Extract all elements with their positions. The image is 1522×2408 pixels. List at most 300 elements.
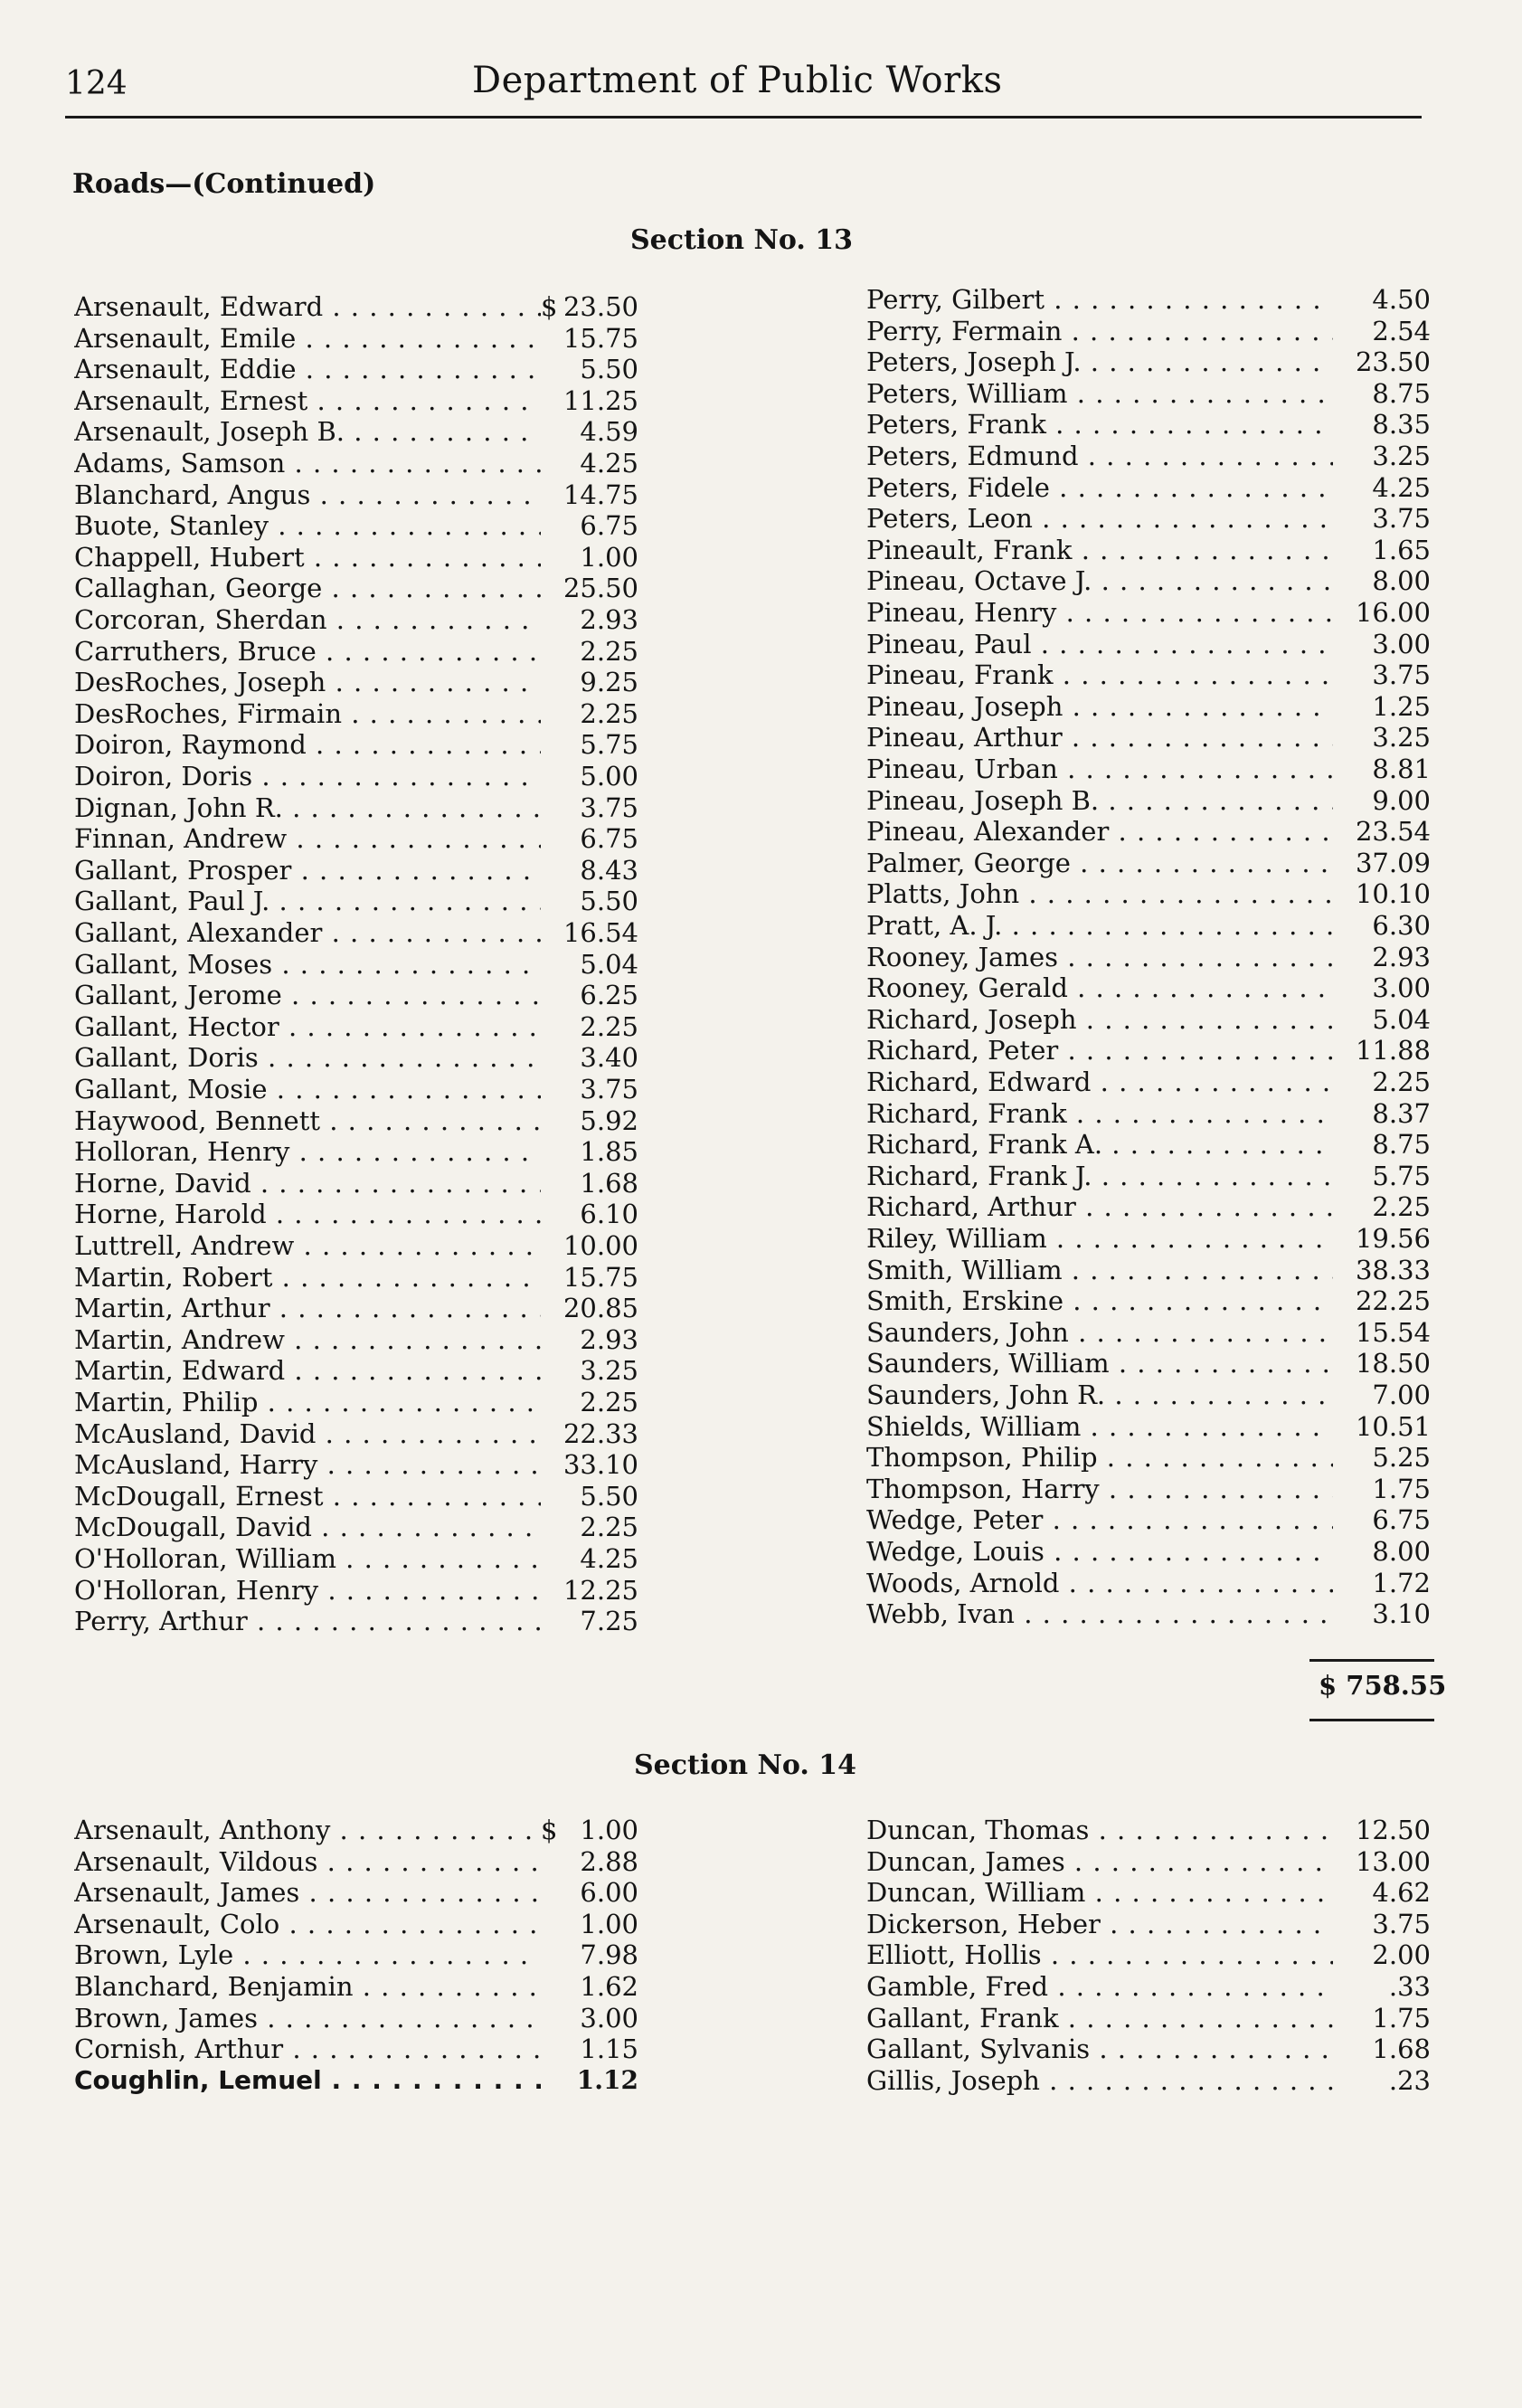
payment-amount: 2.93	[1372, 941, 1431, 972]
section-14-heading: Section No. 14	[633, 1749, 857, 1781]
payment-amount: 8.81	[1372, 754, 1431, 784]
ledger-row	[866, 848, 1431, 878]
ledger-row	[866, 1846, 1431, 1877]
payee-name: Luttrell, Andrew . . .	[74, 1230, 541, 1261]
payment-amount: 2.25	[580, 697, 638, 729]
ledger-row	[866, 785, 1431, 816]
payee-name: Peters, Leon . . .	[866, 503, 1333, 534]
payment-amount: 1.00	[580, 1908, 638, 1939]
ledger-row	[74, 385, 638, 416]
ledger-row	[866, 284, 1431, 315]
payment-amount: 1.85	[580, 1136, 638, 1168]
dollar-sign	[541, 1846, 557, 1877]
dollar-sign	[541, 1230, 557, 1261]
payment-amount: 6.75	[580, 823, 638, 855]
payment-amount: 22.25	[1355, 1285, 1431, 1317]
payee-name: O'Holloran, Henry . . .	[74, 1575, 541, 1606]
payee-name: Duncan, William . . .	[866, 1877, 1333, 1908]
dollar-sign	[1333, 1067, 1349, 1097]
ledger-row	[866, 1285, 1431, 1316]
dollar-sign	[541, 917, 557, 948]
payee-name: Richard, Frank . . .	[866, 1098, 1333, 1129]
dollar-sign	[1333, 942, 1349, 972]
dollar-sign	[541, 479, 557, 510]
payee-name: Arsenault, Joseph B. . . .	[74, 416, 541, 447]
dollar-sign	[1333, 2034, 1349, 2064]
payment-amount: 14.75	[562, 479, 638, 510]
payee-name: Richard, Peter . . .	[866, 1035, 1333, 1066]
ledger-row	[866, 2003, 1431, 2034]
section-13-heading: Section No. 13	[629, 224, 854, 256]
dollar-sign	[1333, 1815, 1349, 1845]
payee-name: Pineau, Alexander . . .	[866, 816, 1333, 847]
payee-name: Peters, Fidele . . .	[866, 472, 1333, 503]
payment-amount: 8.00	[1372, 565, 1431, 597]
payment-amount: 2.25	[580, 635, 638, 667]
payee-name: Brown, Lyle . . .	[74, 1939, 541, 1970]
payment-amount: 4.59	[580, 416, 638, 448]
ledger-row	[74, 2003, 638, 2034]
dollar-sign	[541, 448, 557, 479]
payment-amount: 5.92	[580, 1104, 638, 1136]
payment-amount: 9.25	[580, 667, 638, 698]
dollar-sign	[541, 1481, 557, 1512]
payment-amount: 38.33	[1355, 1254, 1431, 1285]
dollar-sign	[1333, 472, 1349, 503]
payment-amount: 11.25	[562, 384, 638, 416]
dollar-sign	[541, 1042, 557, 1073]
payee-name: Peters, William . . .	[866, 378, 1333, 409]
dollar-sign	[541, 1105, 557, 1136]
section-14-left-column	[74, 1815, 638, 2122]
payee-name: Coughlin, Lemuel . . .	[74, 2065, 541, 2096]
ledger-row	[866, 565, 1431, 596]
payment-amount: 3.10	[1372, 1598, 1431, 1630]
payment-amount: 5.50	[580, 1480, 638, 1512]
payment-amount: 3.00	[580, 2002, 638, 2034]
ledger-row	[74, 354, 638, 384]
payment-amount: 3.25	[580, 1355, 638, 1387]
dollar-sign	[1333, 972, 1349, 1003]
payment-amount: 3.00	[1372, 628, 1431, 659]
ledger-row	[866, 316, 1431, 346]
ledger-row	[74, 1939, 638, 1970]
payment-amount: .33	[1388, 1971, 1431, 2002]
ledger-row	[74, 1971, 638, 2002]
payee-name: Richard, Joseph . . .	[866, 1004, 1333, 1035]
payee-name: McAusland, David . . .	[74, 1418, 541, 1449]
dollar-sign	[541, 1971, 557, 2002]
dollar-sign	[1333, 878, 1349, 909]
payee-name: Callaghan, George . . .	[74, 573, 541, 603]
ledger-row	[866, 1317, 1431, 1348]
dollar-sign	[541, 510, 557, 541]
ledger-row	[74, 823, 638, 854]
payment-amount: 6.75	[580, 510, 638, 542]
payee-name: Pineault, Frank . . .	[866, 535, 1333, 565]
payee-name: Cornish, Arthur . . .	[74, 2034, 541, 2064]
ledger-row	[74, 1042, 638, 1073]
payment-amount: 6.30	[1372, 910, 1431, 941]
ledger-row	[74, 542, 638, 573]
payee-name: Gallant, Mosie . . .	[74, 1074, 541, 1104]
payee-name: Pineau, Paul . . .	[866, 629, 1333, 659]
payee-name: Arsenault, Ernest . . .	[74, 385, 541, 416]
payment-amount: 8.75	[1372, 1129, 1431, 1161]
payment-amount: 37.09	[1355, 847, 1431, 878]
payee-name: Martin, Robert . . .	[74, 1262, 541, 1293]
payee-name: Saunders, John . . .	[866, 1317, 1333, 1348]
ledger-row	[866, 1255, 1431, 1285]
payee-name: Doiron, Raymond . . .	[74, 729, 541, 760]
payee-name: Arsenault, Anthony . . .	[74, 1815, 541, 1845]
ledger-row	[74, 1324, 638, 1355]
dollar-sign	[541, 542, 557, 573]
dollar-sign	[541, 667, 557, 697]
ledger-row	[866, 1191, 1431, 1222]
dollar-sign	[1333, 597, 1349, 628]
ledger-row	[866, 1536, 1431, 1567]
payee-name: Palmer, George . . .	[866, 848, 1333, 878]
ledger-row	[866, 629, 1431, 659]
payee-name: Corcoran, Sherdan . . .	[74, 604, 541, 635]
payment-amount: 7.98	[580, 1939, 638, 1971]
dollar-sign	[541, 1011, 557, 1042]
ledger-row	[74, 667, 638, 697]
dollar-sign	[541, 1262, 557, 1293]
payee-name: Arsenault, Vildous . . .	[74, 1846, 541, 1877]
ledger-row	[866, 535, 1431, 565]
payment-amount: 12.25	[562, 1574, 638, 1606]
dollar-sign	[1333, 1939, 1349, 1970]
dollar-sign	[1333, 848, 1349, 878]
ledger-row	[74, 1387, 638, 1417]
payee-name: Rooney, James . . .	[866, 942, 1333, 972]
payment-amount: 6.00	[580, 1877, 638, 1909]
ledger-row	[866, 1939, 1431, 1970]
dollar-sign	[1333, 1971, 1349, 2002]
payee-name: Gallant, Alexander . . .	[74, 917, 541, 948]
payee-name: Dickerson, Heber . . .	[866, 1909, 1333, 1939]
dollar-sign	[1333, 1191, 1349, 1222]
payment-amount: 3.75	[580, 1074, 638, 1104]
payment-amount: 7.00	[1372, 1379, 1431, 1410]
dollar-sign	[1333, 1223, 1349, 1254]
payee-name: Blanchard, Benjamin . . .	[74, 1971, 541, 2002]
payment-amount: 2.25	[580, 1387, 638, 1417]
payment-amount: 11.88	[1355, 1035, 1431, 1067]
dollar-sign	[541, 2065, 557, 2096]
ledger-row	[866, 722, 1431, 753]
payment-amount: 4.50	[1372, 284, 1431, 315]
dollar-sign	[1333, 1411, 1349, 1442]
ledger-row	[74, 1512, 638, 1542]
dollar-sign	[541, 1293, 557, 1323]
ledger-row	[74, 917, 638, 948]
ledger-row	[74, 698, 638, 729]
payee-name: Thompson, Philip . . .	[866, 1442, 1333, 1473]
ledger-row	[74, 1815, 638, 1845]
dollar-sign	[1333, 1098, 1349, 1129]
payee-name: Gallant, Prosper . . .	[74, 855, 541, 886]
dollar-sign	[1333, 316, 1349, 346]
section-13-left-column	[74, 291, 638, 1648]
dollar-sign	[541, 1199, 557, 1229]
payment-amount: 2.88	[580, 1845, 638, 1877]
payee-name: Perry, Arthur . . .	[74, 1606, 541, 1636]
payment-amount: 3.75	[580, 792, 638, 823]
ledger-row	[74, 1293, 638, 1323]
payee-name: Riley, William . . .	[866, 1223, 1333, 1254]
payee-name: Martin, Andrew . . .	[74, 1324, 541, 1355]
ledger-row	[74, 855, 638, 886]
payee-name: Finnan, Andrew . . .	[74, 823, 541, 854]
ledger-row	[866, 1909, 1431, 1939]
ledger-row	[74, 886, 638, 916]
dollar-sign	[541, 1136, 557, 1167]
dollar-sign	[1333, 1161, 1349, 1191]
payment-amount: 5.75	[580, 729, 638, 761]
payment-amount: 23.50	[562, 291, 638, 322]
ledger-row	[74, 1909, 638, 1939]
payee-name: Blanchard, Angus . . .	[74, 479, 541, 510]
payee-name: DesRoches, Firmain . . .	[74, 698, 541, 729]
ledger-row	[74, 1449, 638, 1480]
payee-name: Martin, Edward . . .	[74, 1355, 541, 1386]
payee-name: Pineau, Urban . . .	[866, 754, 1333, 784]
ledger-row	[866, 409, 1431, 440]
ledger-row	[74, 980, 638, 1010]
payment-amount: 1.00	[580, 541, 638, 573]
dollar-sign	[541, 1575, 557, 1606]
dollar-sign	[1333, 1255, 1349, 1285]
dollar-sign	[541, 823, 557, 854]
dollar-sign	[1333, 441, 1349, 471]
payment-amount: 4.62	[1372, 1877, 1431, 1909]
dollar-sign	[541, 1512, 557, 1542]
ledger-row	[866, 1598, 1431, 1629]
payee-name: Gillis, Joseph . . .	[866, 2065, 1333, 2096]
dollar-sign	[541, 1418, 557, 1449]
roads-continued-label: Roads—(Continued)	[72, 168, 376, 200]
dollar-sign	[541, 416, 557, 447]
ledger-row	[74, 2034, 638, 2064]
payment-amount: 1.65	[1372, 534, 1431, 565]
ledger-row	[866, 878, 1431, 909]
payment-amount: 1.68	[580, 1167, 638, 1199]
dollar-sign	[1333, 565, 1349, 596]
payee-name: Richard, Frank J. . . .	[866, 1161, 1333, 1191]
section-13-total: $ 758.55	[1319, 1670, 1447, 1701]
payment-amount: 8.00	[1372, 1536, 1431, 1567]
section-14-right-column	[866, 1815, 1431, 2122]
ledger-row	[866, 1223, 1431, 1254]
dollar-sign: $	[541, 1815, 558, 1845]
payment-amount: 3.75	[1372, 503, 1431, 535]
ledger-row	[866, 1348, 1431, 1379]
payee-name: Perry, Fermain . . .	[866, 316, 1333, 346]
ledger-row	[74, 1481, 638, 1512]
payment-amount: 15.75	[562, 1261, 638, 1293]
payment-amount: 9.00	[1372, 784, 1431, 816]
dollar-sign	[1333, 1598, 1349, 1629]
ledger-row	[74, 416, 638, 447]
payee-name: Elliott, Hollis . . .	[866, 1939, 1333, 1970]
payee-name: Pineau, Frank . . .	[866, 659, 1333, 690]
payment-amount: 20.85	[562, 1293, 638, 1324]
payment-amount: 15.75	[562, 322, 638, 354]
payment-amount: 5.75	[1372, 1160, 1431, 1191]
payee-name: Gallant, Doris . . .	[74, 1042, 541, 1073]
payment-amount: 1.25	[1372, 690, 1431, 722]
ledger-row	[74, 479, 638, 510]
payment-amount: 6.10	[580, 1199, 638, 1230]
payee-name: Arsenault, Edward . . .	[74, 291, 541, 322]
payee-name: Rooney, Gerald . . .	[866, 972, 1333, 1003]
dollar-sign	[541, 573, 557, 603]
payment-amount: 15.54	[1355, 1316, 1431, 1348]
payment-amount: 16.00	[1355, 597, 1431, 628]
payment-amount: 23.50	[1355, 346, 1431, 378]
payment-amount: 10.51	[1355, 1410, 1431, 1442]
payment-amount: 10.10	[1355, 878, 1431, 910]
payee-name: O'Holloran, William . . .	[74, 1543, 541, 1574]
payment-amount: .23	[1388, 2064, 1431, 2096]
payee-name: Holloran, Henry . . .	[74, 1136, 541, 1167]
payment-amount: 3.25	[1372, 441, 1431, 471]
payee-name: Gallant, Sylvanis . . .	[866, 2034, 1333, 2064]
dollar-sign	[541, 1939, 557, 1970]
dollar-sign	[541, 604, 557, 635]
payee-name: Chappell, Hubert . . .	[74, 542, 541, 573]
ledger-row	[866, 1442, 1431, 1473]
payee-name: Adams, Samson . . .	[74, 448, 541, 479]
payee-name: Gallant, Paul J. . . .	[74, 886, 541, 916]
dollar-sign	[1333, 2003, 1349, 2034]
dollar-sign	[541, 1168, 557, 1199]
payment-amount: 4.25	[580, 1543, 638, 1574]
payment-amount: 13.00	[1355, 1845, 1431, 1877]
payment-amount: 18.50	[1355, 1348, 1431, 1379]
dollar-sign	[541, 323, 557, 354]
ledger-row	[74, 1418, 638, 1449]
payment-amount: 1.62	[580, 1971, 638, 2002]
ledger-row	[74, 323, 638, 354]
payment-amount: 2.25	[1372, 1191, 1431, 1223]
ledger-row	[74, 1074, 638, 1104]
payee-name: Saunders, William . . .	[866, 1348, 1333, 1379]
payment-amount: 6.75	[1372, 1504, 1431, 1536]
payment-amount: 1.75	[1372, 2002, 1431, 2034]
dollar-sign	[1333, 785, 1349, 816]
ledger-row	[866, 659, 1431, 690]
dollar-sign	[541, 1877, 557, 1908]
dollar-sign	[1333, 1504, 1349, 1535]
ledger-row	[74, 1011, 638, 1042]
payee-name: Peters, Frank . . .	[866, 409, 1333, 440]
payee-name: Horne, David . . .	[74, 1168, 541, 1199]
page-number: 124	[65, 65, 128, 102]
ledger-row	[866, 441, 1431, 471]
dollar-sign	[1333, 346, 1349, 377]
payee-name: Platts, John . . .	[866, 878, 1333, 909]
ledger-row	[74, 1105, 638, 1136]
dollar-sign	[1333, 910, 1349, 941]
dollar-sign	[1333, 1285, 1349, 1316]
payee-name: McDougall, Ernest . . .	[74, 1481, 541, 1512]
payment-amount: 5.00	[580, 761, 638, 792]
dollar-sign	[1333, 754, 1349, 784]
payee-name: Gallant, Hector . . .	[74, 1011, 541, 1042]
payment-amount: 4.25	[580, 448, 638, 479]
dollar-sign	[541, 2034, 557, 2064]
dollar-sign	[1333, 1474, 1349, 1504]
header-rule	[65, 116, 1422, 119]
dollar-sign	[541, 855, 557, 886]
payment-amount: 1.75	[1372, 1473, 1431, 1504]
ledger-row	[866, 816, 1431, 847]
ledger-row	[866, 1035, 1431, 1066]
ledger-row	[866, 972, 1431, 1003]
dollar-sign	[1333, 1035, 1349, 1066]
ledger-row	[74, 1136, 638, 1167]
payment-amount: 1.68	[1372, 2034, 1431, 2065]
ledger-row	[74, 1877, 638, 1908]
dollar-sign	[541, 1074, 557, 1104]
payee-name: Pineau, Arthur . . .	[866, 722, 1333, 753]
ledger-row	[866, 1004, 1431, 1035]
ledger-row	[74, 1230, 638, 1261]
dollar-sign	[1333, 691, 1349, 722]
total-rule-bottom	[1309, 1719, 1434, 1721]
dollar-sign	[1333, 1129, 1349, 1160]
payee-name: Thompson, Harry . . .	[866, 1474, 1333, 1504]
ledger-row	[866, 503, 1431, 534]
payee-name: Gallant, Frank . . .	[866, 2003, 1333, 2034]
ledger-row	[866, 2034, 1431, 2064]
payee-name: Peters, Joseph J. . . .	[866, 346, 1333, 377]
ledger-row	[866, 472, 1431, 503]
ledger-row	[866, 942, 1431, 972]
payee-name: Duncan, Thomas . . .	[866, 1815, 1333, 1845]
payment-amount: 2.00	[1372, 1939, 1431, 1971]
payee-name: Pineau, Octave J. . . .	[866, 565, 1333, 596]
payment-amount: 6.25	[580, 980, 638, 1011]
dollar-sign	[1333, 284, 1349, 315]
payee-name: Pineau, Henry . . .	[866, 597, 1333, 628]
dollar-sign	[1333, 409, 1349, 440]
ledger-row	[74, 1606, 638, 1636]
dollar-sign	[541, 1387, 557, 1417]
payee-name: Pratt, A. J. . . .	[866, 910, 1333, 941]
payment-amount: 25.50	[562, 573, 638, 604]
dollar-sign	[541, 354, 557, 384]
ledger-row	[866, 754, 1431, 784]
dollar-sign	[1333, 1004, 1349, 1035]
section-13-right-column	[866, 284, 1431, 1641]
dollar-sign	[541, 1909, 557, 1939]
payee-name: Doiron, Doris . . .	[74, 761, 541, 792]
payment-amount: 5.50	[580, 886, 638, 917]
page-title: Department of Public Works	[472, 60, 1003, 101]
ledger-row	[74, 1575, 638, 1606]
dollar-sign	[1333, 1317, 1349, 1348]
dollar-sign	[541, 792, 557, 823]
payment-amount: 10.00	[562, 1230, 638, 1261]
ledger-row	[866, 2065, 1431, 2096]
ledger-row	[866, 1568, 1431, 1598]
payment-amount: 1.15	[580, 2034, 638, 2065]
